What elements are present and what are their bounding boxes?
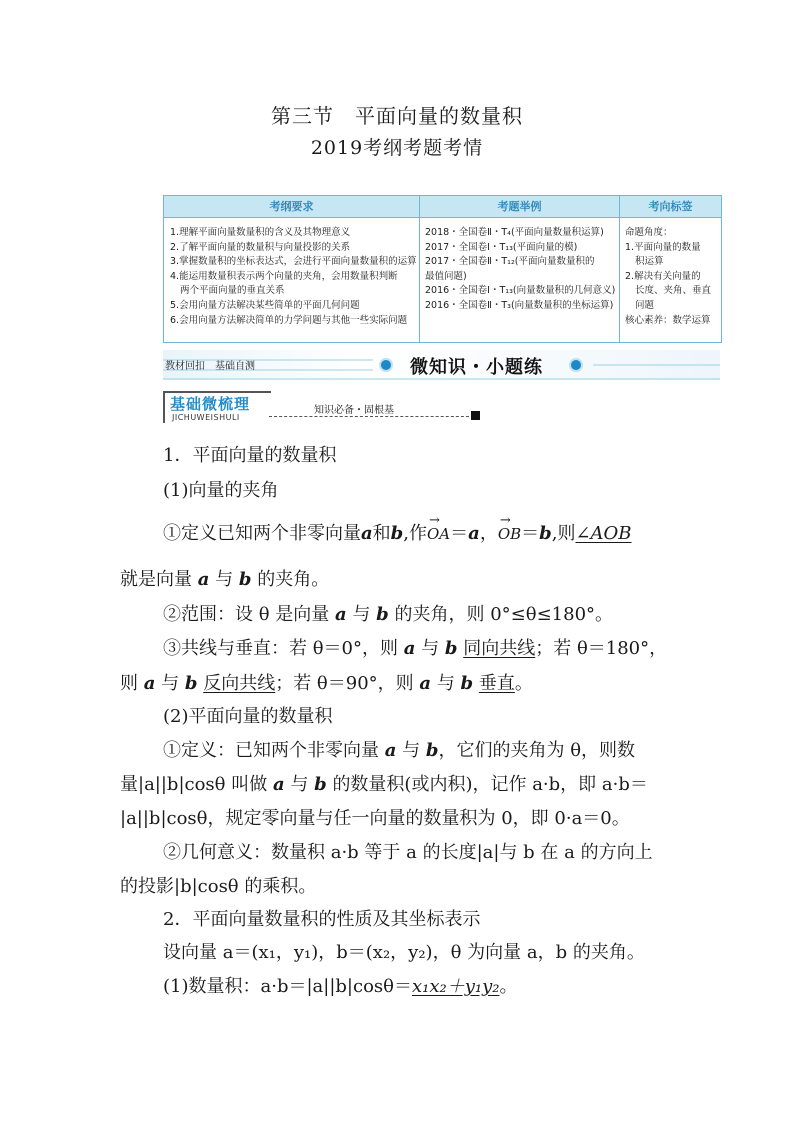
geometric-meaning-1: ②几何意义：数量积 a·b 等于 a 的长度|a|与 b 在 a 的方向上 [163, 842, 653, 863]
definition-angle [163, 522, 632, 546]
text: ③共线与垂直：若 θ＝0°，则 [163, 638, 399, 659]
var-a: a [403, 638, 416, 659]
list-item: 2.了解平面向量的数量积与向量投影的关系 [170, 241, 351, 253]
list-item: 两个平面向量的垂直关系 [180, 285, 285, 297]
list-item: 1.理解平面向量数量积的含义及其物理意义 [170, 227, 351, 238]
page-title: 第三节 平面向量的数量积 [271, 104, 523, 128]
heading-1-2: (2)平面向量的数量积 [163, 706, 333, 727]
dot-definition-3: |a||b|cosθ，规定零向量与任一向量的数量积为 0，即 0·a＝0。 [120, 808, 630, 829]
banner-left-text: 教材回扣 基础自测 [165, 361, 255, 372]
var-b: b [238, 569, 252, 590]
range-paragraph [163, 603, 613, 627]
dot-product-answer: x₁x₂＋y₁y₂ [411, 976, 500, 997]
list-item: 命题角度： [625, 227, 673, 238]
var-b: b [460, 673, 474, 694]
list-item: 2.解决有关向量的 [625, 270, 701, 282]
text: ；若 θ＝180°， [535, 638, 668, 659]
list-item: 6.会用向量方法解决简单的力学问题与其他一些实际问题 [170, 314, 408, 326]
var-a: a [197, 569, 210, 590]
examples-cell [425, 218, 617, 342]
list-item: 2018・全国卷Ⅱ・T₄(平面向量数量积运算) [425, 227, 604, 238]
var-a: a [143, 673, 156, 694]
requirements-cell [170, 218, 418, 342]
list-item: 长度、夹角、垂直 [635, 285, 712, 297]
heading-1: 1．平面向量的数量积 [163, 445, 337, 466]
text: 的夹角。 [257, 569, 330, 590]
list-item: 2017・全国卷Ⅰ・T₁₃(平面向量的模) [425, 241, 578, 253]
list-item: 积运算 [635, 256, 664, 268]
section-pinyin: JICHUWEISHULI [172, 413, 240, 422]
var-a: a [361, 523, 373, 544]
banner-title: 微知识・小题练 [410, 357, 543, 378]
section-title: 基础微梳理 [170, 395, 251, 413]
square-icon [471, 411, 480, 420]
var-b: b [314, 774, 327, 795]
text: 。 [514, 673, 533, 694]
text: 与 [421, 638, 440, 659]
var-a: a [384, 740, 397, 761]
table-header-examples: 考题举例 [420, 196, 619, 217]
list-item: 核心素养：数学运算 [625, 314, 711, 326]
var-b: b [184, 673, 198, 694]
angle-answer: ∠AOB [575, 523, 632, 544]
text: ,则 [551, 523, 576, 544]
tags-cell [625, 218, 720, 342]
list-item: 4.能运用数量积表示两个向量的夹角，会用数量积判断 [170, 270, 398, 282]
banner-dot-icon [379, 358, 393, 372]
page-subtitle: 2019考纲考题考情 [310, 137, 484, 159]
list-item: 最值问题) [425, 270, 467, 282]
var-b: b [444, 638, 458, 659]
text: 则 [120, 673, 138, 694]
section-rule [269, 416, 474, 417]
list-item: 2016・全国卷Ⅰ・T₁₃(向量数量积的几何意义) [425, 285, 616, 297]
text: 。 [499, 976, 518, 997]
section-subtitle: 知识必备・固根基 [314, 405, 394, 416]
section-banner [163, 350, 720, 380]
text: 的数量积(或内积)，记作 a·b，即 a·b＝ [332, 774, 648, 795]
var-b: b [376, 604, 389, 625]
vector-ob: → OB [498, 522, 521, 546]
var-b: b [390, 523, 404, 544]
list-item: 问题 [635, 299, 655, 311]
geometric-meaning-2: 的投影|b|cosθ 的乘积。 [120, 876, 317, 897]
text: ①定义已知两个非零向量 [163, 523, 361, 544]
definition-angle-cont [120, 568, 329, 592]
var-a: a [468, 523, 480, 544]
text: 和 [372, 523, 391, 544]
dot-definition-2 [120, 773, 648, 797]
var-b: b [425, 740, 439, 761]
list-item: 5.会用向量方法解决某些简单的平面几何问题 [170, 299, 360, 311]
text: 的夹角，则 0°≤θ≤180°。 [394, 604, 614, 625]
banner-dot-icon [569, 358, 583, 372]
list-item: 2017・全国卷Ⅱ・T₁₂(平面向量数量积的 [425, 256, 595, 268]
text: ；若 θ＝90°，则 [275, 673, 414, 694]
list-item: 3.掌握数量积的坐标表达式，会进行平面向量数量积的运算 [170, 256, 417, 268]
text: ， [479, 523, 498, 544]
var-b: b [539, 523, 552, 544]
text: 与 [215, 569, 234, 590]
vector-oa: → OA [427, 522, 450, 546]
table-header-tags: 考向标签 [620, 196, 721, 217]
text: ，它们的夹角为 θ，则数 [438, 740, 636, 761]
var-a: a [272, 774, 285, 795]
var-a: a [335, 604, 347, 625]
perpendicular-answer: 垂直 [478, 673, 515, 694]
text: 与 [290, 774, 309, 795]
text: ②范围：设 θ 是向量 [163, 604, 330, 625]
heading-1-1: (1)向量的夹角 [163, 480, 279, 501]
syllabus-table [163, 195, 722, 343]
collinear-paragraph [163, 637, 667, 661]
dot-product-formula [163, 975, 518, 999]
dot-definition-1 [163, 739, 635, 763]
table-header-requirements: 考纲要求 [164, 196, 419, 217]
var-a: a [419, 673, 432, 694]
collinear-paragraph-cont [120, 672, 533, 696]
text: 与 [436, 673, 455, 694]
opposite-direction-answer: 反向共线 [203, 673, 276, 694]
text: ①定义：已知两个非零向量 [163, 740, 379, 761]
coordinate-paragraph: 设向量 a＝(x₁，y₁)，b＝(x₂，y₂)，θ 为向量 a，b 的夹角。 [163, 942, 645, 963]
text: ,作 [403, 523, 427, 544]
text: (1)数量积：a·b＝|a||b|cosθ＝ [163, 976, 412, 997]
text: 与 [402, 740, 421, 761]
list-item: 2016・全国卷Ⅱ・T₃(向量数量积的坐标运算) [425, 299, 614, 311]
same-direction-answer: 同向共线 [463, 638, 536, 659]
text: ＝ [521, 523, 540, 544]
list-item: 1.平面向量的数量 [625, 241, 701, 253]
heading-2: 2．平面向量数量积的性质及其坐标表示 [163, 909, 481, 930]
text: 量|a||b|cosθ 叫做 [120, 774, 268, 795]
text: 与 [352, 604, 371, 625]
text: 与 [161, 673, 180, 694]
text: 就是向量 [120, 569, 192, 590]
text: ＝ [450, 523, 469, 544]
